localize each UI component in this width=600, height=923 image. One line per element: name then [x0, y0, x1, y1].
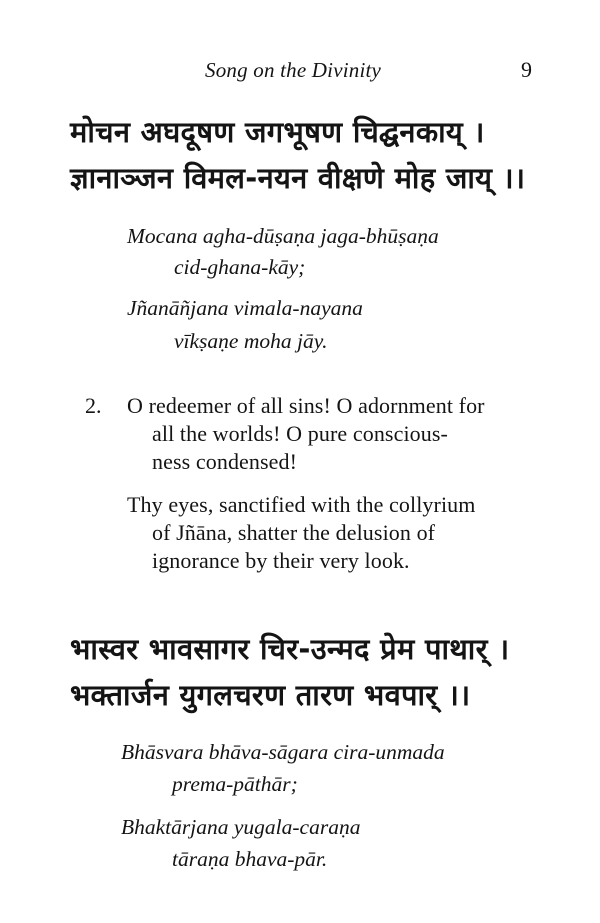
verse1-translit-line4: vīkṣaṇe moha jāy.: [174, 329, 328, 353]
verse2-devanagari-line2: भक्तार्जन युगलचरण तारण भवपार् ।।: [70, 678, 471, 712]
running-header: Song on the Divinity: [205, 58, 382, 82]
verse2-translit-line4: tāraṇa bhava-pār.: [172, 847, 328, 871]
verse1-translit-line1: Mocana agha-dūṣaṇa jaga-bhūṣaṇa: [127, 224, 439, 248]
page-number: 9: [521, 57, 532, 82]
verse1-devanagari-line2: ज्ञानाञ्जन विमल-नयन वीक्षणे मोह जाय् ।।: [70, 161, 526, 195]
verse2-translit-line2: prema-pāthār;: [172, 772, 298, 796]
translation-para2-line1: Thy eyes, sanctified with the collyrium: [127, 492, 476, 517]
translation-para2-line3: ignorance by their very look.: [152, 548, 410, 573]
translation-para2-line2: of Jñāna, shatter the delusion of: [152, 520, 436, 545]
verse2-translit-line1: Bhāsvara bhāva-sāgara cira-unmada: [121, 740, 445, 764]
verse2-translit-line3: Bhaktārjana yugala-caraṇa: [121, 815, 361, 839]
translation-para1-line2: all the worlds! O pure conscious-: [152, 421, 448, 446]
translation-para1-line3: ness condensed!: [152, 449, 298, 474]
verse2-devanagari-line1: भास्वर भावसागर चिर-उन्मद प्रेम पाथार् ।: [70, 632, 510, 666]
verse1-translit-line3: Jñanāñjana vimala-nayana: [127, 296, 363, 320]
verse1-translit-line2: cid-ghana-kāy;: [174, 255, 306, 279]
translation-para1-line1: O redeemer of all sins! O adornment for: [127, 393, 485, 418]
translation-number: 2.: [85, 393, 102, 418]
verse1-devanagari-line1: मोचन अघदूषण जगभूषण चिद्घनकाय् ।: [70, 115, 485, 149]
